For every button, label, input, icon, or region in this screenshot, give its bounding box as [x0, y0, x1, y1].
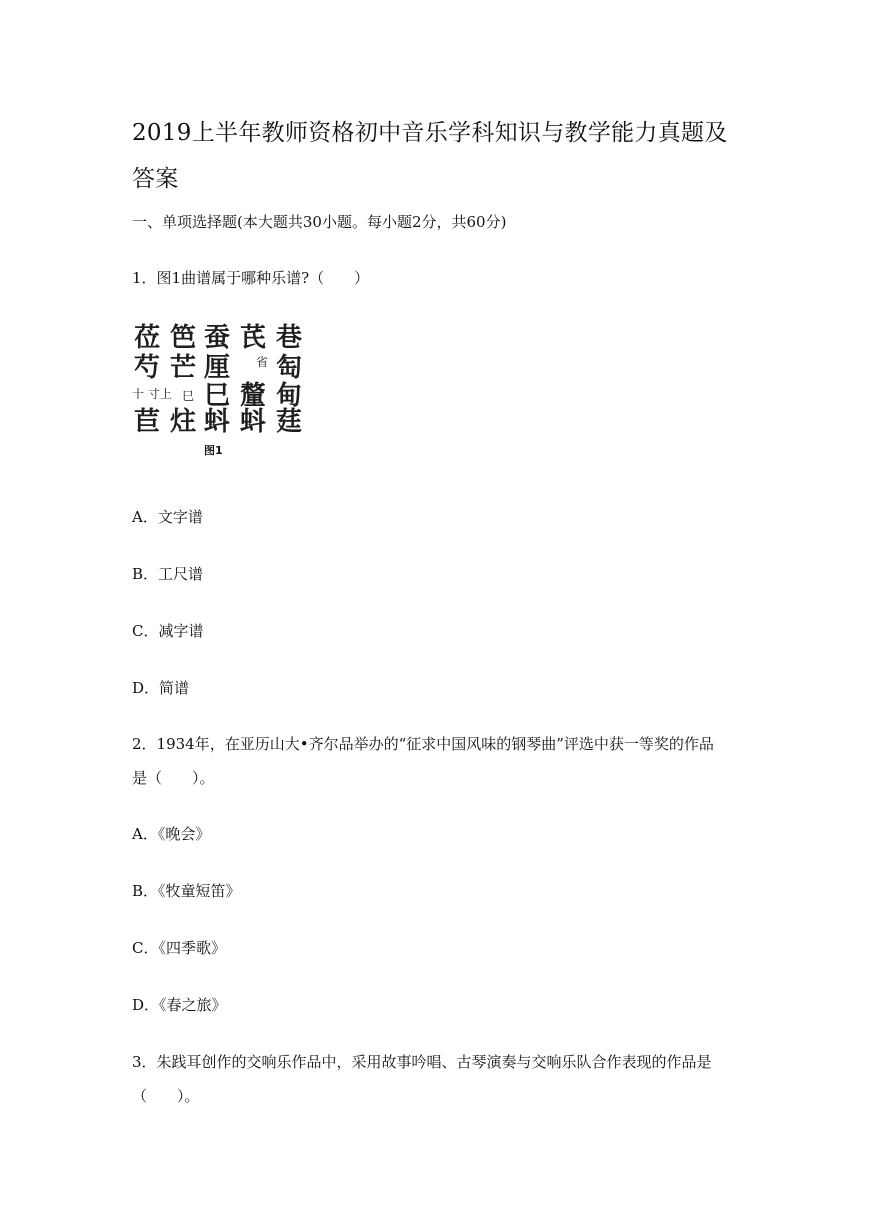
- figure-1-notation-image: [132, 318, 304, 460]
- notation-char: 巳: [204, 381, 231, 411]
- notation-char: 釐: [240, 381, 267, 411]
- notation-char: 巷: [276, 323, 303, 353]
- question-1-option-c: C．减字谱: [132, 622, 204, 640]
- question-2-stem-line-2: 是（ ）。: [132, 769, 215, 787]
- document-title: 2019上半年教师资格初中音乐学科知识与教学能力真题及答案: [132, 120, 728, 192]
- notation-char: 苣: [134, 407, 161, 437]
- question-2-option-a: A．《晚会》: [132, 825, 211, 843]
- notation-char: 蚪: [240, 407, 267, 437]
- question-2-option-d: D．《春之旅》: [132, 996, 227, 1014]
- notation-char: 匋: [276, 353, 303, 383]
- question-2-option-b: B．《牧童短笛》: [132, 882, 241, 900]
- notation-char: 芍: [134, 353, 161, 383]
- notation-small-char: 省: [256, 355, 269, 369]
- question-1-stem: 1．图1曲谱属于哪种乐谱?（ ）: [132, 269, 370, 287]
- question-3-stem-line-2: （ ）。: [132, 1087, 200, 1105]
- notation-char: 甸: [276, 381, 303, 411]
- notation-small-char: 十 寸上: [132, 387, 172, 401]
- notation-char: 芒: [170, 353, 197, 383]
- notation-char: 炷: [170, 407, 197, 437]
- notation-char: 厘: [204, 353, 231, 383]
- section-heading: 一、单项选择题(本大题共30小题。每小题2分，共60分): [132, 213, 507, 231]
- notation-char: 莛: [276, 407, 303, 437]
- question-1-option-a: A．文字谱: [132, 508, 203, 526]
- figure-caption: 图1: [204, 444, 223, 457]
- question-2-stem-line-1: 2．1934年，在亚历山大•齐尔品举办的“征求中国风味的钢琴曲”评选中获一等奖的作品: [132, 735, 714, 753]
- notation-char: 莅: [134, 323, 161, 353]
- question-3-stem-line-1: 3．朱践耳创作的交响乐作品中，采用故事吟唱、古琴演奏与交响乐队合作表现的作品是: [132, 1053, 712, 1071]
- notation-small-char: 巳: [182, 389, 195, 403]
- notation-figure: [132, 318, 304, 460]
- notation-char: 蚕: [204, 323, 231, 353]
- question-1-option-b: B．工尺谱: [132, 565, 204, 583]
- notation-char: 芪: [240, 323, 267, 353]
- notation-char: 蚪: [204, 407, 231, 437]
- notation-char: 笆: [170, 323, 197, 353]
- question-2-option-c: C．《四季歌》: [132, 939, 226, 957]
- question-1-option-d: D．简谱: [132, 679, 190, 697]
